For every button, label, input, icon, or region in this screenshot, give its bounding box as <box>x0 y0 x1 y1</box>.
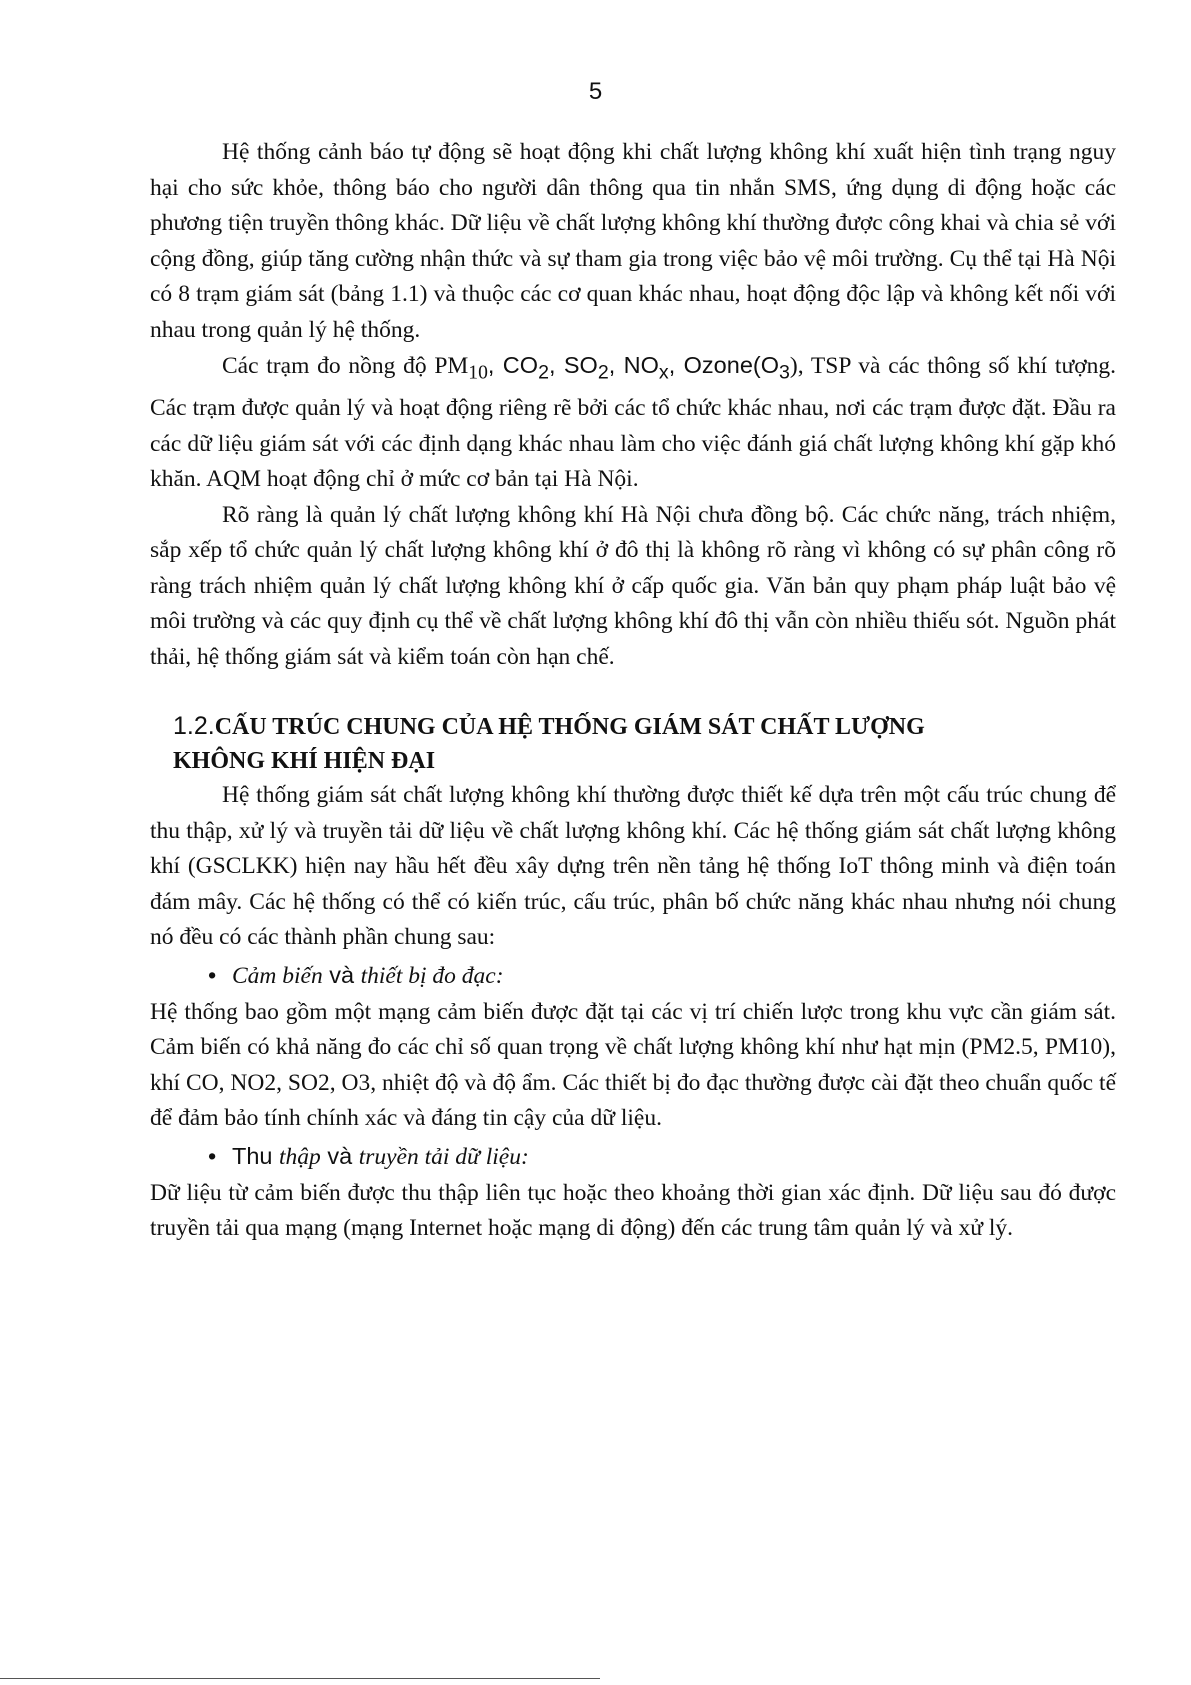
paragraph-stations <box>150 348 1116 498</box>
ozone-subscript: 3 <box>779 361 790 384</box>
bullet-sensors-a: Cảm biến <box>232 962 323 989</box>
paragraph-sensors: Hệ thống bao gồm một mạng cảm biến được đặt tại các vị trí chiến lược trong khu vực cần giám sát. Cảm biến có khả năng đo các chỉ số quan trọng về chất lượng không khí như hạt mịn (PM2.5, PM10), khí CO, NO2, SO2, O3, nhiệt độ và độ ẩm. Các thiết bị đo đạc thường được cài đặt theo chuẩn quốc tế để đảm bảo tính chính xác và đáng tin cậy của dữ liệu. <box>150 998 1116 1132</box>
paragraph-collection: Dữ liệu từ cảm biến được thu thập liên tục hoặc theo khoảng thời gian xác định. Dữ liệu sau đó được truyền tải qua mạng (mạng Internet hoặc mạng di động) đến các trung tâm quản lý và xử lý. <box>150 1179 1116 1242</box>
paragraph-warning-system: Hệ thống cảnh báo tự động sẽ hoạt động khi chất lượng không khí xuất hiện tình trạng nguy hại cho sức khỏe, thông báo cho người dân thông qua tin nhắn SMS, ứng dụng di động hoặc các phương tiện truyền thông khác. Dữ liệu về chất lượng không khí thường được công khai và chia sẻ với cộng đồng, giúp tăng cường nhận thức và sự tham gia trong việc bảo vệ môi trường. Cụ thể tại Hà Nội có 8 trạm giám sát (bảng 1.1) và thuộc các cơ quan khác nhau, hoạt động độc lập và không kết nối với nhau trong quản lý hệ thống. <box>150 139 1116 343</box>
p2-text-start: Các trạm đo nồng độ PM <box>222 353 469 379</box>
co2-subscript: 2 <box>538 361 549 384</box>
bullet-symbol: • <box>208 1142 217 1169</box>
bottom-rule <box>0 1678 600 1679</box>
nox-subscript: x <box>658 361 669 384</box>
pm10-subscript: 10 <box>468 362 488 384</box>
bullet-sensors-text <box>206 957 504 995</box>
ozone-label: , Ozone(O <box>668 352 779 378</box>
bullet-sensors-b: thiết bị đo đạc: <box>360 962 504 989</box>
heading-line-2: KHÔNG KHÍ HIỆN ĐẠI <box>173 748 436 775</box>
bullet-collection-b: thập <box>279 1143 321 1170</box>
bullet-collection-a: Thu <box>232 1142 280 1169</box>
so2-label: , SO <box>548 352 598 378</box>
bullet-sensors-and: và <box>322 961 361 988</box>
bullet-sensors <box>150 957 1116 995</box>
co2-label: , CO <box>487 352 539 378</box>
heading-title-1: CẤU TRÚC CHUNG CỦA HỆ THỐNG GIÁM SÁT CHẤT LƯỢNG <box>214 714 925 741</box>
bullet-collection-and: và <box>320 1142 359 1169</box>
p2-text-end: ), TSP và các thông số khí tượng. Các trạm được quản lý và hoạt động riêng rẽ bởi các tổ chức khác nhau, nơi các trạm được đặt. Đầu ra các dữ liệu giám sát với các định dạng khác nhau làm cho việc đánh giá chất lượng không khí gặp khó khăn. AQM hoạt động chỉ ở mức cơ bản tại Hà Nội. <box>150 353 1116 493</box>
paragraph-management: Rõ ràng là quản lý chất lượng không khí Hà Nội chưa đồng bộ. Các chức năng, trách nhiệm, sắp xếp tổ chức quản lý chất lượng không khí ở đô thị là không rõ ràng vì không có sự phân công rõ ràng trách nhiệm quản lý chất lượng không khí ở cấp quốc gia. Văn bản quy phạm pháp luật bảo vệ môi trường và các quy định cụ thể về chất lượng không khí đô thị vẫn còn nhiều thiếu sót. Nguồn phát thải, hệ thống giám sát và kiểm toán còn hạn chế. <box>150 501 1116 670</box>
heading-line-1 <box>150 709 1116 744</box>
bullet-collection-text <box>206 1138 529 1176</box>
bullet-collection <box>150 1138 1116 1176</box>
heading-number: 1.2. <box>173 712 215 741</box>
so2-subscript: 2 <box>597 361 609 384</box>
page-body <box>150 135 1116 1247</box>
paragraph-structure: Hệ thống giám sát chất lượng không khí thường được thiết kế dựa trên một cấu trúc chung để thu thập, xử lý và truyền tải dữ liệu về chất lượng không khí. Các hệ thống giám sát chất lượng không khí (GSCLKK) hiện nay hầu hết đều xây dựng trên nền tảng hệ thống IoT thông minh và điện toán đám mây. Các hệ thống có thể có kiến trúc, cấu trúc, phân bố chức năng khác nhau nhưng nói chung nó đều có các thành phần chung sau: <box>150 782 1116 951</box>
page-number: 5 <box>588 78 603 105</box>
bullet-symbol: • <box>208 961 217 988</box>
section-heading <box>150 709 1116 778</box>
bullet-collection-c: truyền tải dữ liệu: <box>358 1143 529 1170</box>
nox-label: , NO <box>608 352 659 378</box>
